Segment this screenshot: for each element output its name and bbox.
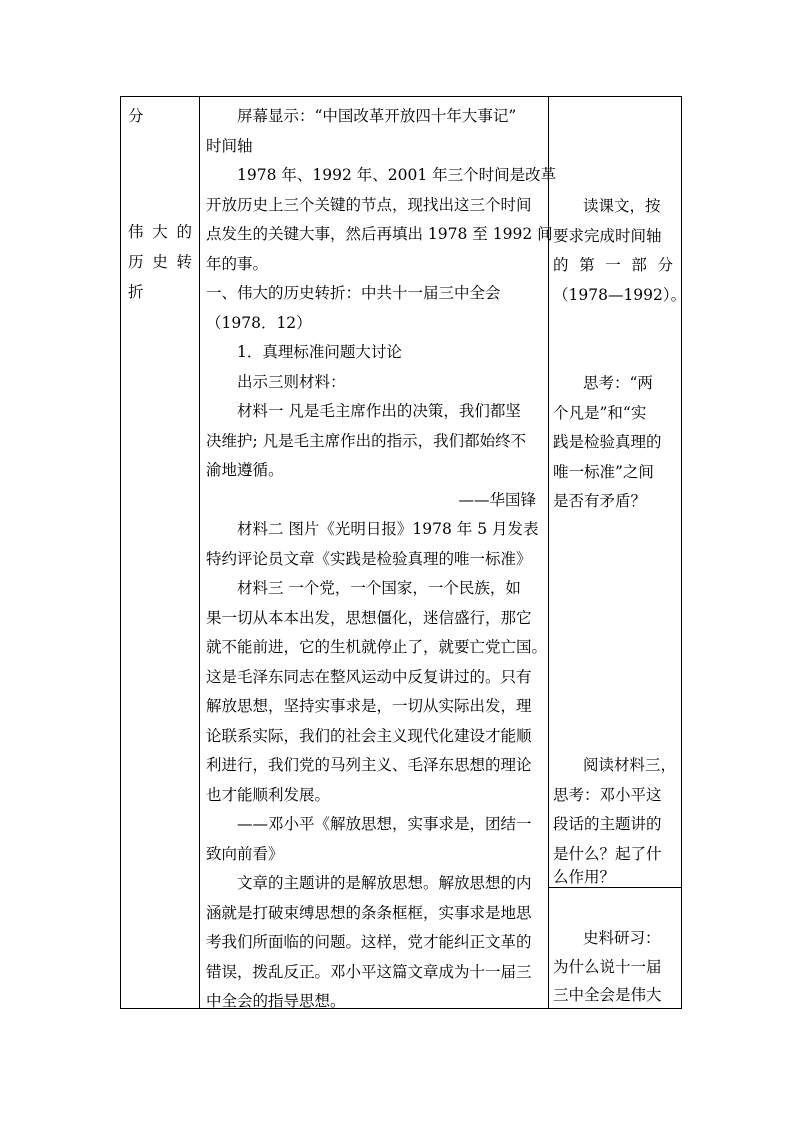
table-row (121, 97, 682, 1009)
content-line: 时间轴 (206, 137, 253, 155)
section-text: 折 (128, 283, 144, 301)
activity-block (549, 888, 681, 1008)
content-line: 一、伟大的历史转折：中共十一届三中全会 (206, 284, 501, 302)
activity-line: 三中全会是伟大 (553, 986, 662, 1004)
section-text: 分 (128, 107, 144, 125)
content-line: 1978 年、1992 年、2001 年三个时间是改革 (237, 166, 557, 184)
section-cell (121, 97, 200, 1009)
content-line: 决维护; 凡是毛主席作出的指示，我们都始终不 (206, 432, 527, 450)
activity-line: 是否有矛盾？ (553, 492, 647, 510)
content-line: 开放历史上三个关键的节点，现找出这三个时间 (206, 196, 532, 214)
content-line: 特约评论员文章《实践是检验真理的唯一标准》 (206, 550, 532, 568)
content-line: 就不能前进，它的生机就停止了，就要亡党亡国。 (206, 638, 548, 656)
section-text: 历 史 转 (128, 253, 192, 271)
activity-line: 阅读材料三， (583, 756, 677, 774)
content-line: 考我们所面临的问题。这样，党才能纠正文革的 (206, 933, 532, 951)
content-line: 材料二 图片《光明日报》1978 年 5 月发表 (237, 520, 539, 538)
content-line: 渝地遵循。 (206, 461, 284, 479)
activity-line: 段话的主题讲的 (553, 815, 662, 833)
activity-line: 唯一标准”之间 (553, 463, 654, 481)
content-line: 涵就是打破束缚思想的条条框框，实事求是地思 (206, 904, 532, 922)
activity-line: 思考：“两 (583, 374, 653, 392)
content-line: 错误，拨乱反正。邓小平这篇文章成为十一届三 (206, 963, 532, 981)
activity-line: 史料研习： (583, 929, 661, 947)
student-activity-cell (549, 97, 687, 1009)
activity-line: 思考：邓小平这 (553, 786, 662, 804)
content-line: 解放思想，坚持实事求是，一切从实际出发，理 (206, 697, 532, 715)
activity-line: 的 第 一 部 分 (553, 256, 673, 274)
content-line: 年的事。 (206, 255, 269, 273)
content-line: 中全会的指导思想。 (206, 992, 346, 1010)
teaching-content-cell (200, 97, 557, 1010)
activity-line: 践是检验真理的 (553, 433, 662, 451)
activity-line: 读课文，按 (583, 197, 661, 215)
content-line: 致向前看》 (206, 845, 284, 863)
activity-block (549, 97, 687, 888)
content-line: 这是毛泽东同志在整风运动中反复讲过的。只有 (206, 668, 532, 686)
activity-line: 么作用？ (553, 868, 616, 886)
content-line: 论联系实际，我们的社会主义现代化建设才能顺 (206, 727, 532, 745)
activity-line: 个凡是”和“实 (553, 404, 647, 422)
content-line: 也才能顺利发展。 (206, 786, 331, 804)
activity-line: 为什么说十一届 (553, 958, 662, 976)
content-line: 果一切从本本出发，思想僵化，迷信盛行，那它 (206, 609, 532, 627)
content-line: （1978．12） (206, 314, 312, 332)
content-line: 材料一 凡是毛主席作出的决策，我们都坚 (237, 402, 521, 420)
activity-line: 要求完成时间轴 (553, 227, 662, 245)
content-line: 出示三则材料： (237, 373, 346, 391)
section-text: 伟 大 的 (128, 223, 192, 241)
content-line: 屏幕显示：“中国改革开放四十年大事记” (237, 107, 517, 125)
content-line: ——华国锋 (458, 491, 536, 509)
activity-line: （1978—1992）。 (553, 286, 687, 304)
activity-line: 是什么？起了什 (553, 845, 662, 863)
content-line: 利进行，我们党的马列主义、毛泽东思想的理论 (206, 756, 532, 774)
content-line: ——邓小平《解放思想，实事求是，团结一 (237, 815, 532, 833)
content-line: 材料三 一个党，一个国家，一个民族，如 (237, 579, 521, 597)
lesson-plan-table (120, 96, 687, 1010)
content-line: 文章的主题讲的是解放思想。解放思想的内 (237, 874, 532, 892)
content-line: 1．真理标准问题大讨论 (237, 343, 402, 361)
content-line: 点发生的关键大事，然后再填出 1978 至 1992 间 (206, 225, 553, 243)
